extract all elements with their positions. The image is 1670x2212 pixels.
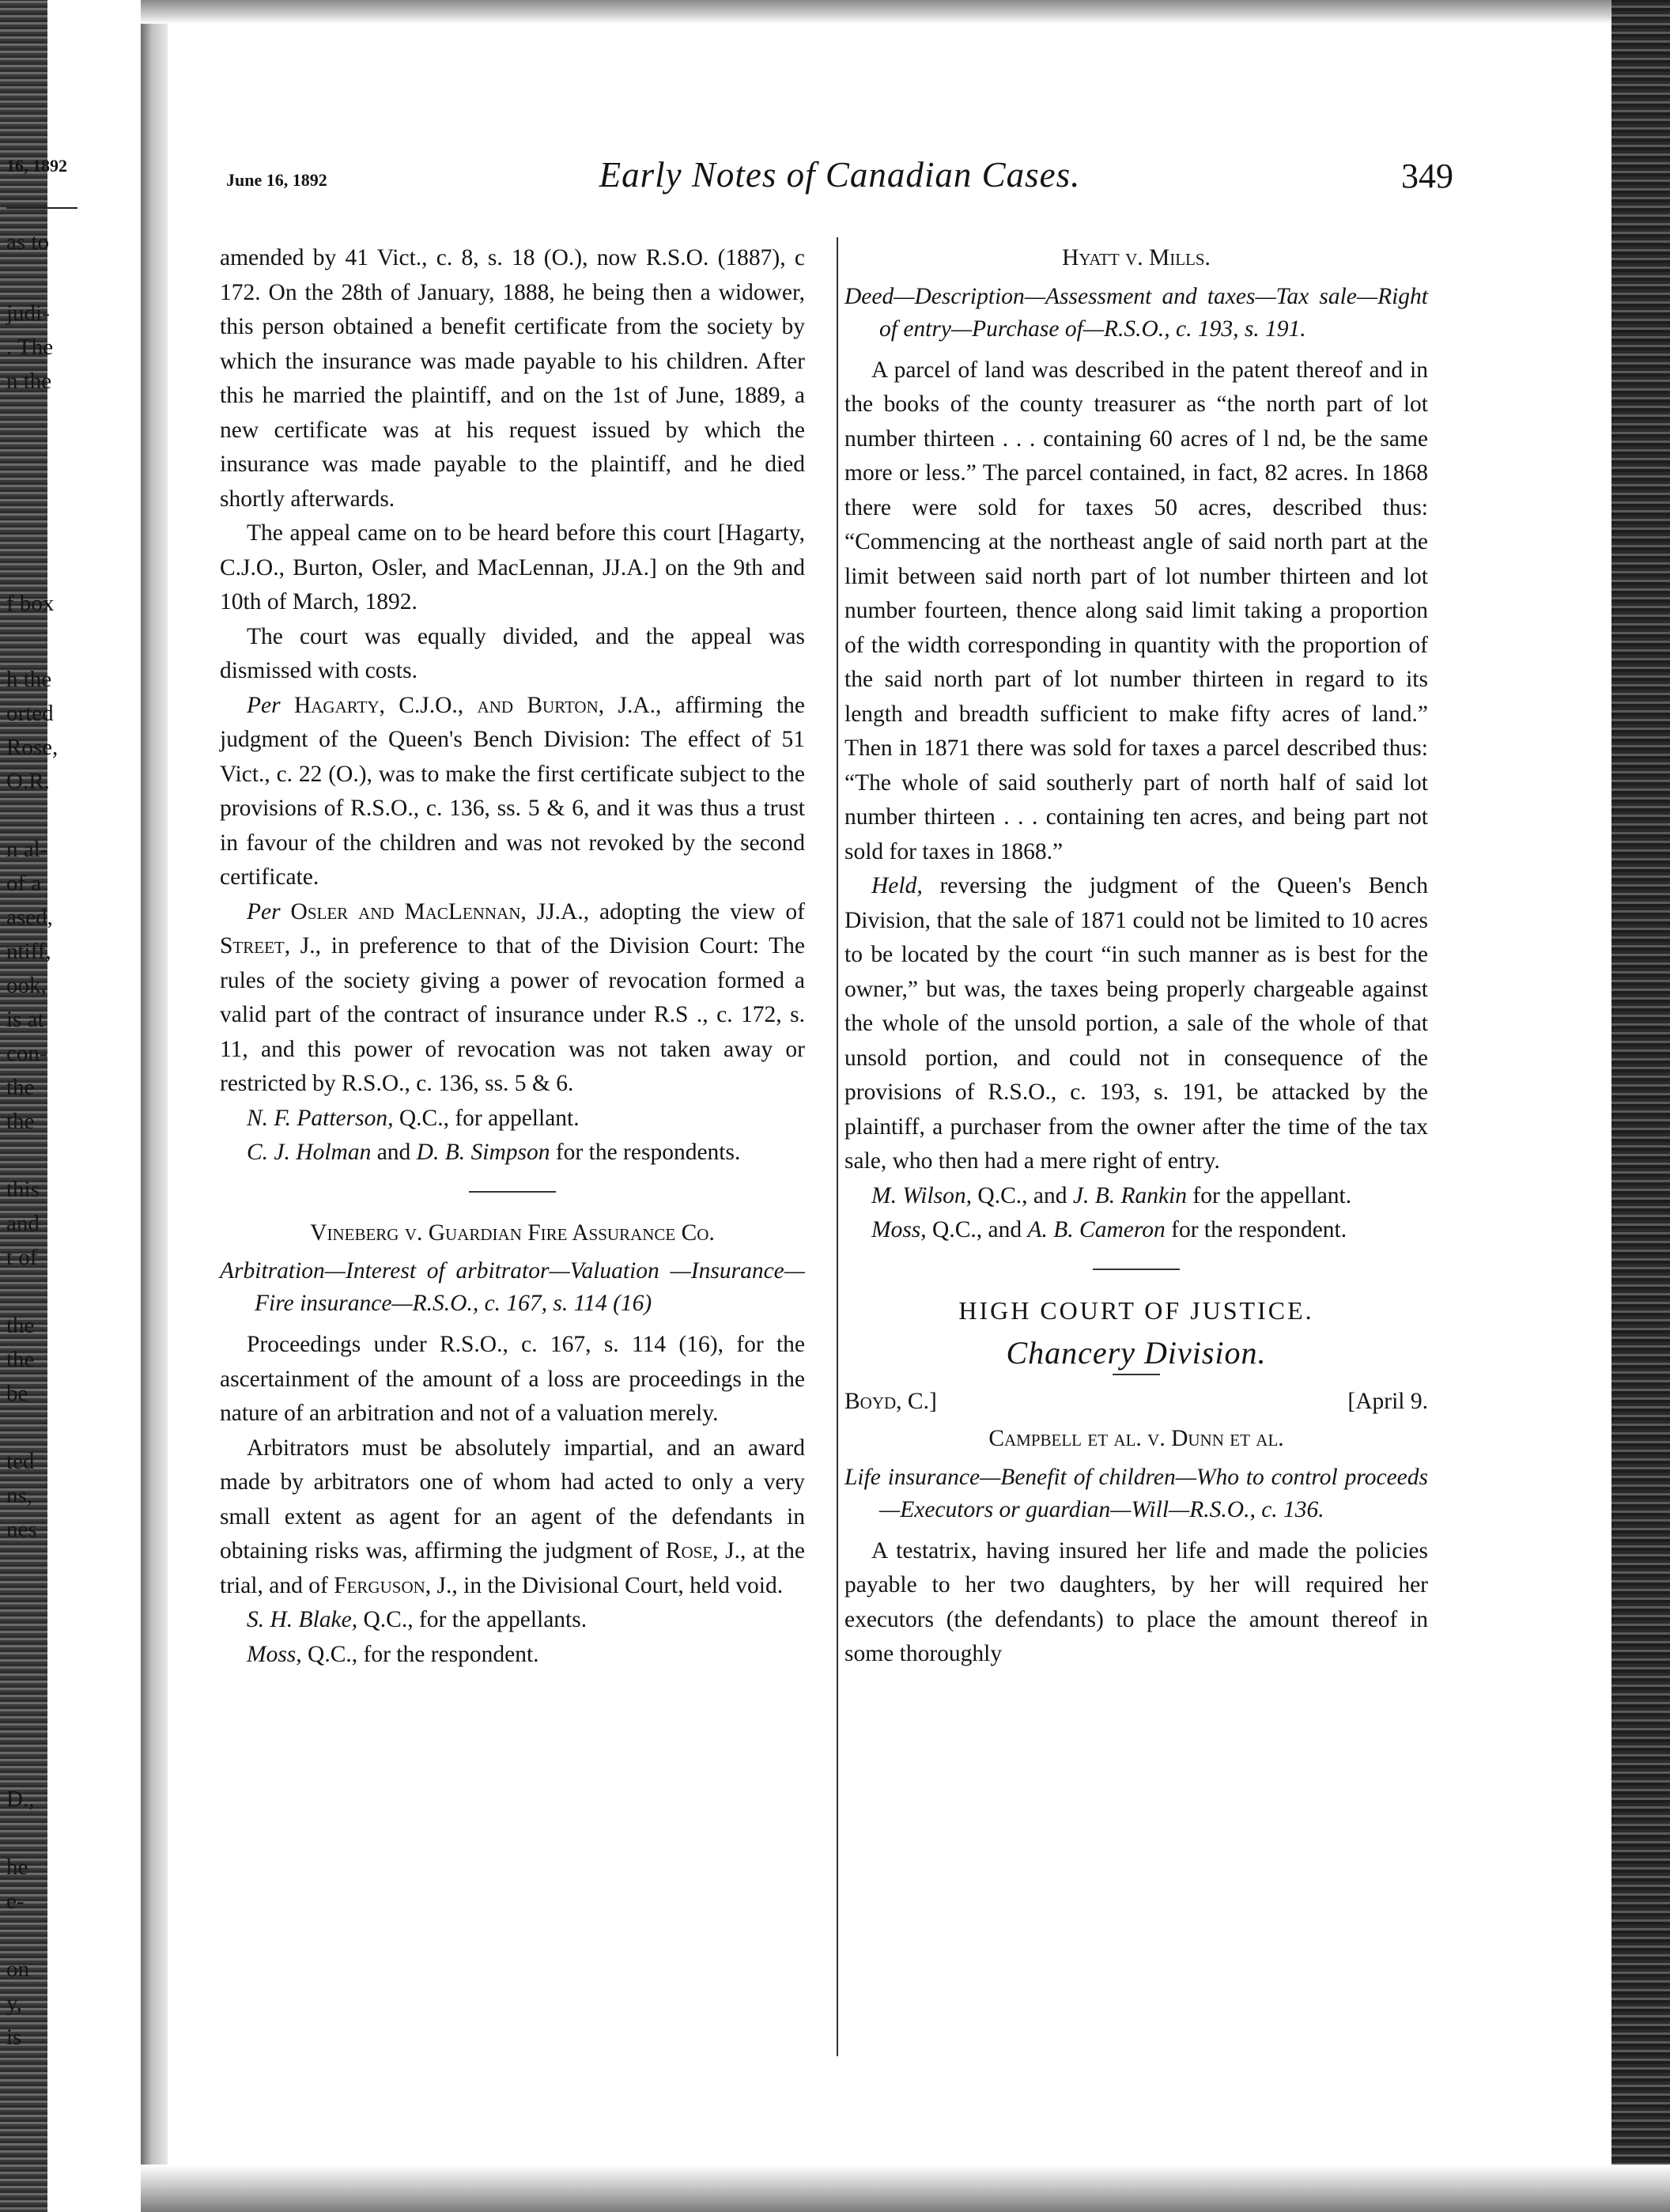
counsel-conjunction: and — [376, 1140, 411, 1165]
previous-page-text-fragment: n al- — [6, 837, 48, 862]
case-headnote: Arbitration—Interest of arbitrator—Valuation —Insurance—Fire insurance—R.S.O., c. 167, s. 114 (16) — [220, 1258, 805, 1316]
paragraph: amended by 41 Vict., c. 8, s. 18 (O.), now R.S.O. (1887), c 172. On the 28th of January, 1888, he being then a widower, this person obtained a benefit certificate from the society by which the insurance was made payable to his children. After this he married the plaintiff, and on the 1st of June, 1889, a new certificate was at his request issued by which the insurance was made payable to the plaintiff, and he died shortly afterwards. — [220, 245, 805, 512]
counsel-name: Moss, — [871, 1217, 927, 1242]
judge: Boyd, C.] — [844, 1388, 937, 1414]
paragraph — [220, 689, 805, 895]
paragraph — [220, 1431, 805, 1604]
paragraph — [220, 895, 805, 1102]
previous-page-text-fragment: e- — [6, 1889, 25, 1914]
division-heading: Chancery Division. — [1006, 1335, 1267, 1371]
previous-page-text-fragment: ook, — [6, 973, 47, 998]
judge-name: Ferguson, J., — [334, 1572, 458, 1598]
previous-page-text-fragment: f box — [6, 591, 55, 616]
counsel-line — [220, 1603, 805, 1638]
paragraph-body: in the Divisional Court, held void. — [463, 1572, 784, 1598]
previous-page-fragment — [0, 0, 141, 2212]
paragraph — [844, 869, 1428, 1179]
judge-names: Hagarty, C.J.O., and Burton, J.A., — [293, 692, 662, 718]
counsel-name: M. Wilson, — [871, 1182, 973, 1208]
decision-date: [April 9. — [1347, 1388, 1428, 1414]
counsel-line — [844, 1179, 1428, 1214]
counsel-role: Q.C., for the appellants. — [363, 1607, 588, 1632]
previous-page-text-fragment: as to — [6, 229, 49, 255]
counsel-role: Q.C., and — [977, 1182, 1067, 1208]
previous-page-text-fragment: D., — [6, 1787, 35, 1812]
previous-page-text-fragment: . The — [6, 335, 54, 360]
counsel-name: Moss, — [247, 1641, 302, 1667]
previous-page-text-fragment: on — [6, 1957, 29, 1982]
paragraph-body: in preference to that of the Division Court: The rules of the society giving a power of revocation formed a valid part of the contract of insurance under R.S ., c. 172, s. 11, and this power of revocation was not taken away or restricted by R.S.O., c. 136, ss. 5 & 6. — [220, 933, 805, 1096]
counsel-line — [844, 1213, 1428, 1248]
previous-page-text-fragment: the — [6, 1347, 35, 1372]
per-label: Per — [247, 692, 281, 718]
page-number: 349 — [1401, 157, 1453, 195]
paragraph-body: at the trial, and of — [220, 1538, 805, 1598]
right-column — [844, 241, 1428, 1672]
division-separator — [1113, 1374, 1160, 1375]
previous-page-text-fragment: O.R. — [6, 769, 50, 794]
paragraph: A parcel of land was described in the patent thereof and in the books of the county treasurer as “the north part of lot number thirteen . . . containing 60 acres of l nd, be the same more or less.” The parcel contained, in fact, 82 acres. In 1868 there were sold for taxes 50 acres, described thus: “Commencing at the northeast angle of said north part at the limit between said north part of lot number thirteen and lot number fourteen, thence along said limit taking a proportion of the width corresponding in quantity with the proportion of the said north part of lot number thirteen in regard to its length and breadth sufficient to make fifty acres of land.” Then in 1871 there was sold for taxes a parcel described thus: “The whole of said southerly part of north half of said lot number thirteen . . . containing ten acres, and being part not sold for taxes in 1868.” — [844, 357, 1428, 864]
previous-page-text-fragment: the — [6, 1313, 35, 1338]
paragraph-body: Arbitrators must be absolutely impartial, and an award made by arbitrators one of whom had acted to only a very small extent as agent for an agent of the defendants in obtaining risks was, affirming the judgment of — [220, 1435, 805, 1564]
counsel-role: for the appellant. — [1192, 1182, 1352, 1208]
previous-page-text-fragment: Rose, — [6, 735, 59, 760]
counsel-role: Q.C., and — [932, 1217, 1022, 1242]
previous-page-text-fragment: he — [6, 1855, 28, 1880]
held-label: Held, — [871, 873, 923, 898]
paragraph: Proceedings under R.S.O., c. 167, s. 114 (16), for the ascertainment of the amount of a loss are proceedings in the nature of an arbitration and not of a valuation merely. — [220, 1332, 805, 1426]
previous-page-text-fragment: ased, — [6, 905, 53, 930]
paragraph: A testatrix, having insured her life and made the policies payable to her two daughters, by her will required her executors (the defendants) to place the amount thereof in some thoroughly — [844, 1537, 1428, 1666]
previous-page-text-fragment: is at — [6, 1007, 44, 1032]
case-title: Campbell et al. v. Dunn et al. — [988, 1426, 1284, 1451]
header-title: Early Notes of Canadian Cases. — [599, 155, 1081, 195]
judge-date-line — [844, 1385, 1428, 1420]
scan-edge-top — [141, 0, 1670, 24]
counsel-name: J. B. Rankin — [1072, 1182, 1188, 1208]
left-column — [220, 241, 805, 1672]
previous-page-text-fragment: t of — [6, 1245, 38, 1270]
previous-page-text-fragment: con- — [6, 1041, 47, 1066]
judge-name: Rose, J., — [665, 1538, 746, 1564]
paragraph-body: reversing the judgment of the Queen's Bench Division, that the sale of 1871 could not be limited to 10 acres to be located by the court “in such manner as is best for the owner,” but was, the taxes being properly chargeable against the whole of the unsold portion, a sale of the whole of that unsold portion, and could not in consequence of the provisions of R.S.O., c. 193, s. 191, be attacked by the plaintiff, a purchaser from the owner after the time of the tax sale, who then had a mere right of entry. — [844, 873, 1429, 1174]
paragraph: The court was equally divided, and the appeal was dismissed with costs. — [220, 623, 805, 683]
previous-page-text-fragment: ted — [6, 1449, 35, 1474]
previous-page-text-fragment: be — [6, 1381, 28, 1406]
page-header — [226, 154, 1453, 217]
counsel-role: Q.C., for the respondent. — [308, 1641, 539, 1667]
section-separator — [1093, 1269, 1180, 1270]
counsel-name: C. J. Holman — [247, 1140, 372, 1165]
previous-page-text-fragment: this — [6, 1177, 40, 1202]
header-date: June 16, 1892 — [226, 170, 327, 190]
previous-page-text-fragment: ntiff, — [6, 939, 51, 964]
section-separator — [469, 1191, 556, 1193]
previous-page-text-fragment: h the — [6, 667, 52, 692]
scan-edge-bottom — [141, 2165, 1670, 2212]
previous-page-text-fragment: y, — [6, 1991, 22, 2016]
paragraph: The appeal came on to be heard before this court [Hagarty, C.J.O., Burton, Osler, and MacLennan, JJ.A.] on the 9th and 10th of March, 1892. — [220, 520, 805, 614]
counsel-line — [220, 1638, 805, 1673]
judge-name: Street, J., — [220, 933, 322, 959]
case-headnote: Life insurance—Benefit of children—Who to control proceeds—Executors or guardian—Will—R.S.O., c. 136. — [844, 1464, 1428, 1522]
paragraph-body: affirming the judgment of the Queen's Bench Division: The effect of 51 Vict., c. 22 (O.), was to make the first certificate subject to the provisions of R.S.O., c. 136, ss. 5 & 6, and it was thus a trust in favour of the children and was not revoked by the second certificate. — [220, 692, 806, 890]
previous-page-text-fragment: nes — [6, 1517, 37, 1542]
counsel-name: D. B. Simpson — [416, 1140, 550, 1165]
previous-page-header: 16, 1892 — [6, 156, 67, 176]
previous-page-text-fragment: is — [6, 2025, 22, 2050]
previous-page-text-fragment: and — [6, 1211, 40, 1236]
book-gutter — [141, 0, 168, 2212]
case-title: Vineberg v. Guardian Fire Assurance Co. — [310, 1219, 715, 1246]
counsel-role: for the respondents. — [555, 1140, 741, 1165]
case-title: Hyatt v. Mills. — [1062, 245, 1211, 270]
counsel-name: N. F. Patterson, — [247, 1105, 394, 1131]
previous-page-text-fragment: n the — [6, 369, 52, 394]
paragraph-body: adopting the view of — [599, 898, 805, 925]
case-headnote: Deed—Description—Assessment and taxes—Tax sale—Right of entry—Purchase of—R.S.O., c. 193, s. 191. — [844, 283, 1428, 342]
court-heading: HIGH COURT OF JUSTICE. — [958, 1295, 1314, 1325]
counsel-role: Q.C., for appellant. — [399, 1105, 580, 1131]
counsel-name: A. B. Cameron — [1027, 1217, 1166, 1242]
counsel-name: S. H. Blake, — [247, 1607, 358, 1632]
previous-page-text-fragment: ns, — [6, 1483, 33, 1508]
previous-page-text-fragment: orted — [6, 701, 54, 726]
previous-page-text-fragment: judi- — [6, 301, 50, 326]
previous-page-rule — [6, 207, 77, 209]
judge-names: Osler and MacLennan, JJ.A., — [290, 898, 590, 925]
counsel-role: for the respondent. — [1171, 1217, 1347, 1242]
counsel-line — [220, 1102, 805, 1136]
column-divider — [837, 237, 838, 2056]
previous-page-text-fragment: of a — [6, 871, 42, 896]
counsel-line — [220, 1136, 805, 1170]
previous-page-text-fragment: the — [6, 1109, 35, 1134]
per-label: Per — [247, 898, 281, 925]
scan-edge-right — [1611, 0, 1670, 2212]
previous-page-text-fragment: the — [6, 1075, 35, 1100]
